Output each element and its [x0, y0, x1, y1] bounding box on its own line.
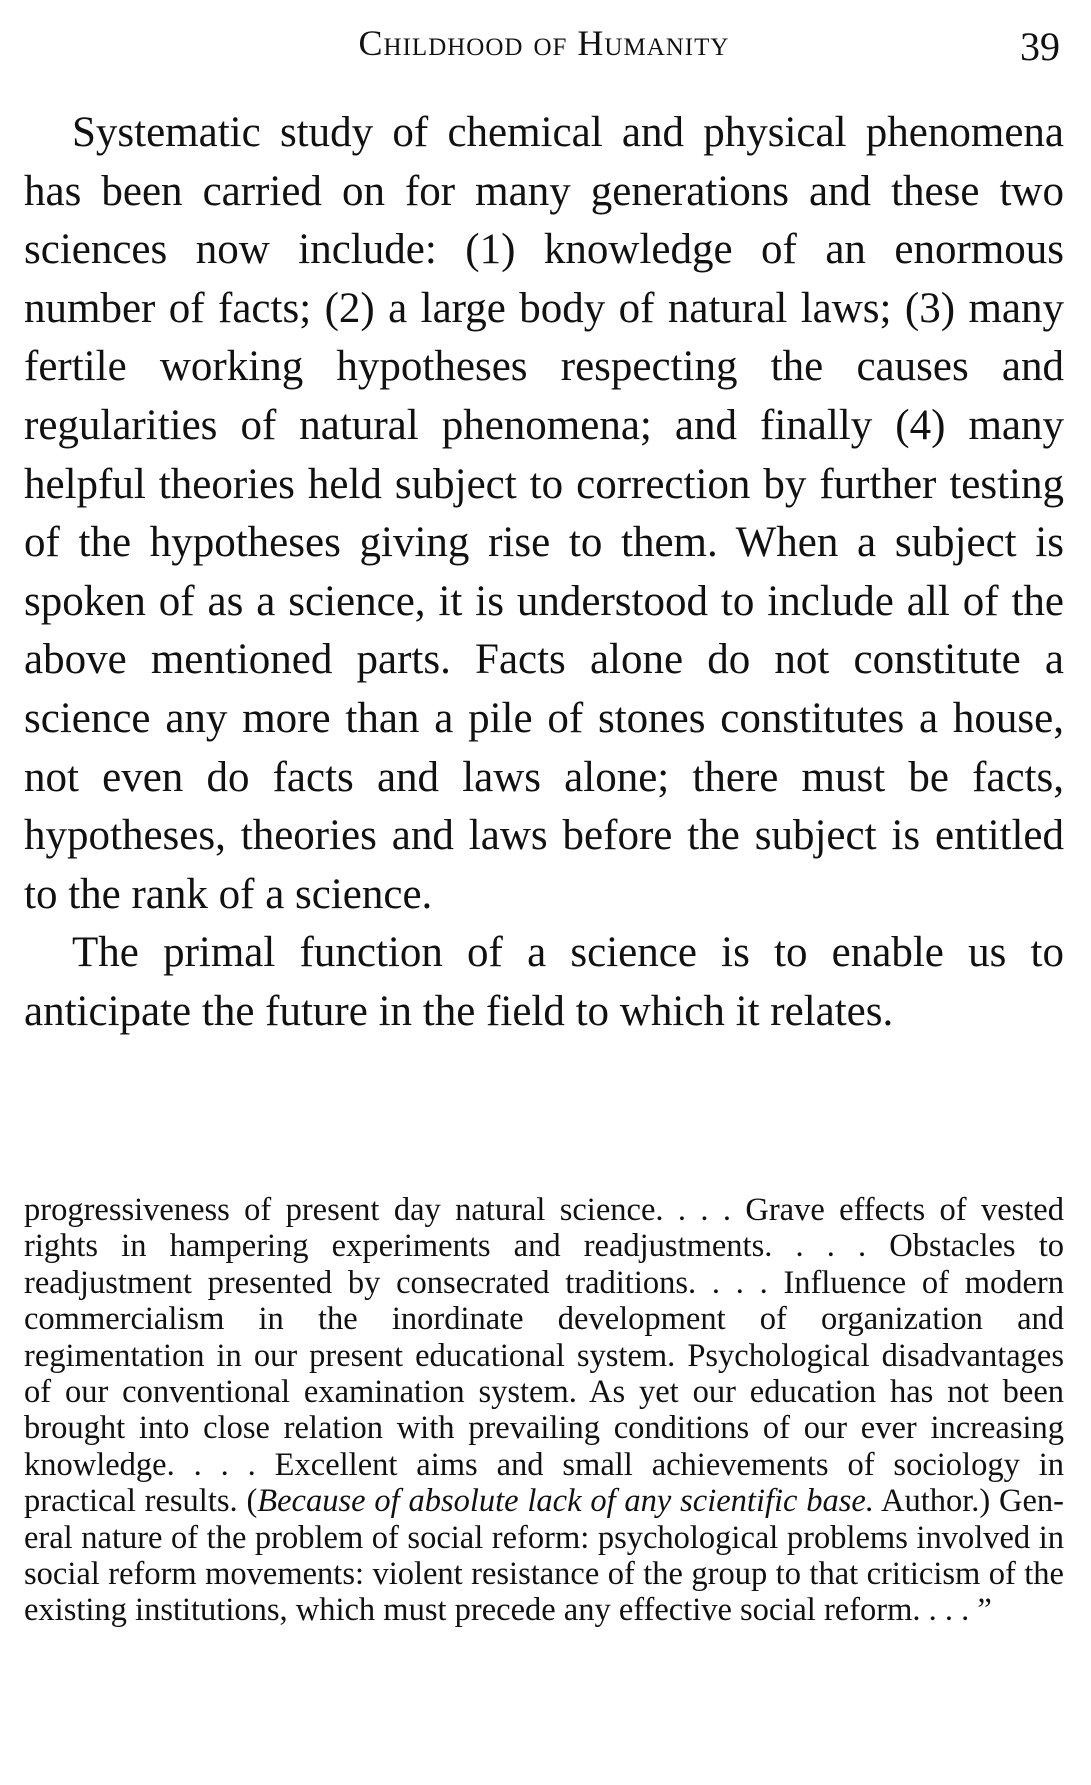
paragraph-2: The primal function of a science is to enable us to anticipate the future in the field to which it relates.	[24, 929, 1064, 1035]
footnote-italic-note: Because of absolute lack of any scientific base.	[257, 1483, 874, 1520]
running-head	[24, 18, 1064, 68]
running-title: Childhood of Humanity	[358, 23, 730, 63]
footnote-paragraph	[24, 1192, 1064, 1629]
page-number: 39	[1020, 24, 1060, 69]
footnote-text-start: progressiveness of present day natural science. . . . Grave effects of vested rights in hampering experiments and readjustments. . . . Obstacles to readjustment presented by consecrated traditions. . . . Influence of modern commercialism in the inordinate development of organization and regimentation in our present educational system. Psychological disadvantages of our conventional examination system. As yet our education has not been brought into close relation with prevailing conditions of our ever increasing knowledge. . . . Excellent aims and small achievements of sociology in practical results. (	[24, 1192, 1064, 1520]
body-text	[24, 104, 1064, 1042]
footnote	[24, 1192, 1064, 1629]
footnote-text-end: Author.) General nature of the problem of social reform: psychological problems involved in social reform movements: violent resistance of the group to that criticism of the existing institutions, which must precede any effective social reform. . . . ”	[24, 1483, 1064, 1629]
paragraph-1: Systematic study of chemical and physical phenomena has been carried on for many generations and these two sciences now include: (1) knowledge of an enormous number of facts; (2) a large body of natural laws; (3) many fertile working hypotheses respecting the causes and regularities of natural phenomena; and finally (4) many helpful theories held subject to correction by further testing of the hypotheses giving rise to them. When a subject is spoken of as a science, it is understood to include all of the above mentioned parts. Facts alone do not constitute a science any more than a pile of stones constitutes a house, not even do facts and laws alone; there must be facts, hypotheses, theories and laws before the subject is entitled to the rank of a science.	[24, 109, 1064, 918]
